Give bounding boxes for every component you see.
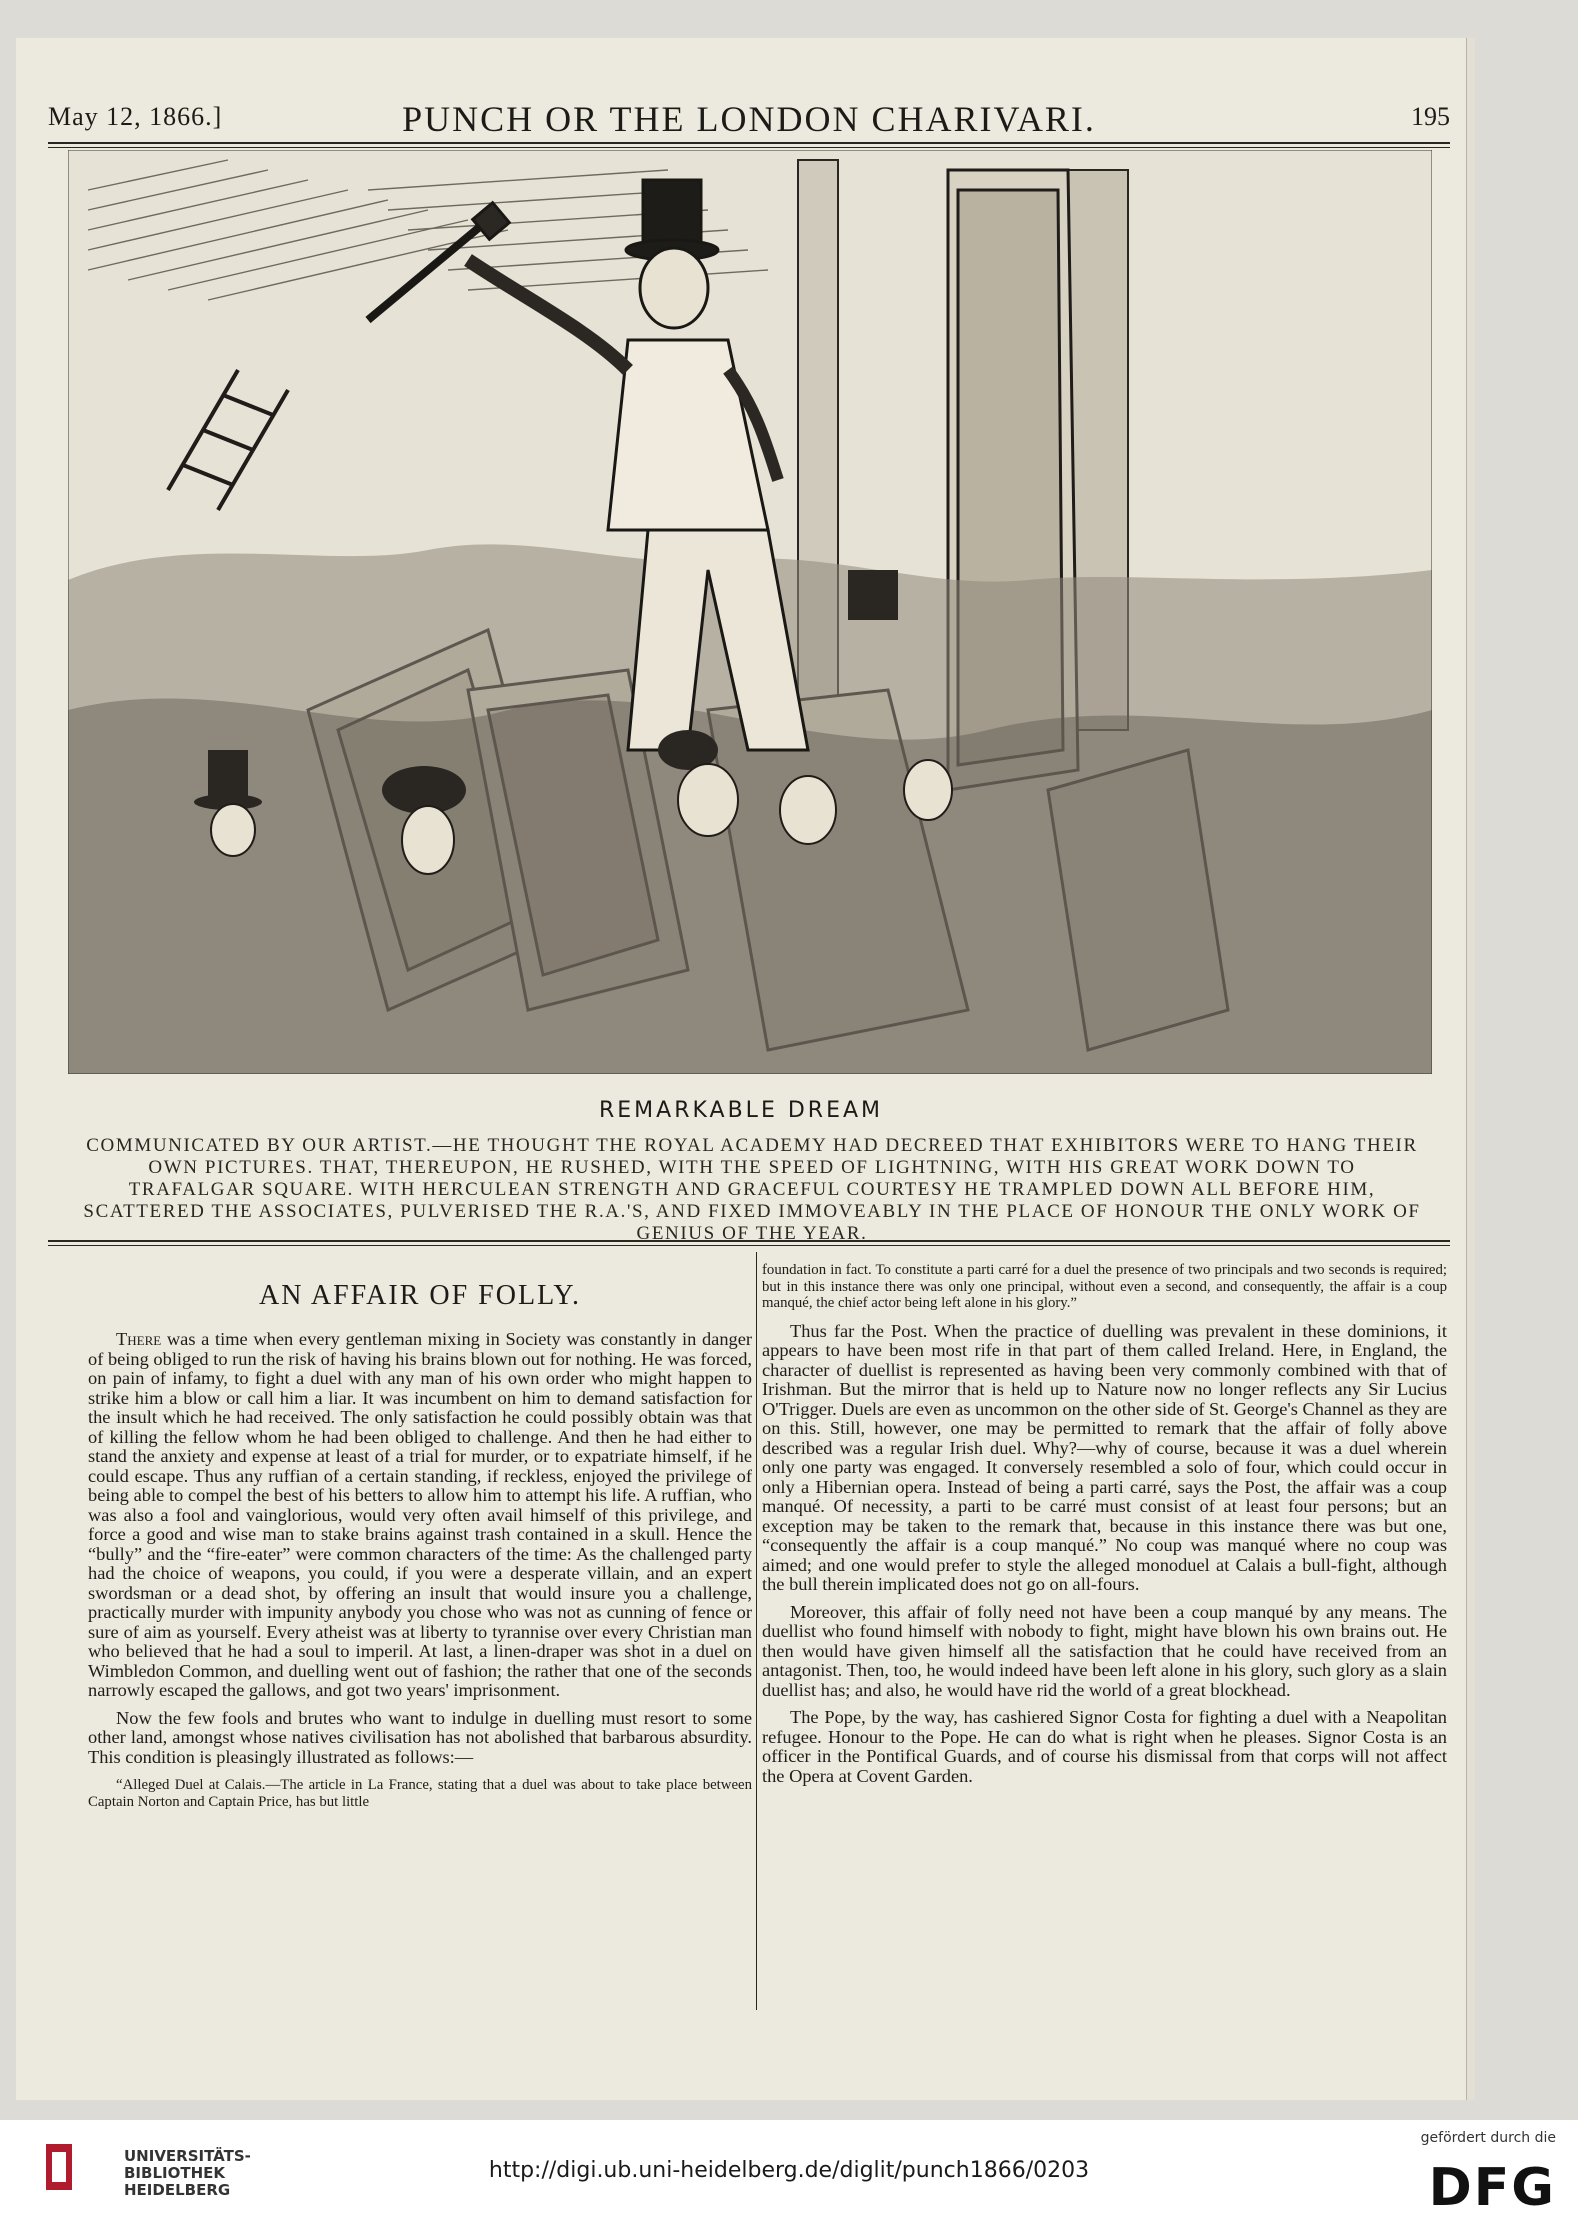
- funding-note: gefördert durch die: [1420, 2130, 1556, 2146]
- page-number: 195: [1411, 102, 1450, 131]
- issue-date: May 12, 1866.]: [48, 102, 223, 131]
- page-header: [48, 98, 1450, 138]
- header-rule: [48, 142, 1450, 144]
- quoted-notice-part1: “Alleged Duel at Calais.—The article in La France, stating that a duel was about to take place between Captain Norton and Captain Price, has but little: [88, 1777, 752, 1810]
- cartoon-title: REMARKABLE DREAM: [599, 1098, 883, 1123]
- dfg-logo: DFG: [1428, 2158, 1556, 2218]
- institution-line-2: BIBLIOTHEK: [124, 2164, 225, 2182]
- article-paragraph-4: Moreover, this affair of folly need not have been a coup manqué by any means. The duellist who found himself with nobody to fight, might have blown his own brains out. He then would have given himself all the satisfaction that he could have received from an antagonist. Then, too, he would indeed have been left alone in his glory, such glory as a slain duellist has; and also, he would have rid the world of a great blockhead.: [762, 1601, 1447, 1700]
- section-rule-thin: [48, 1245, 1450, 1246]
- drop-lead: There: [116, 1329, 162, 1349]
- article-right-column: [762, 1262, 1447, 1786]
- cartoon-illustration: [68, 150, 1432, 1074]
- paragraph-1-text: was a time when every gentleman mixing in Society was constantly in danger of being obliged to run the risk of having his brains blown out for nothing. He was forced, on pain of infamy, to fight a duel with any man of his own order who might happen to strike him a blow or call him a liar. It was incumbent on him to demand satisfaction for the insult which he had received. The only satisfaction he could possibly obtain was that of killing the fellow whom he had been obliged to challenge. And then he had either to stand the anxiety and expense at least of a trial for murder, or to expatriate himself, if he could escape. Thus any ruffian of a certain standing, if reckless, enjoyed the privilege of being able to compel the best of his betters to allow him to attempt his life. A ruffian, who was also a fool and vainglorious, would very often avail himself of this privilege, and force a good and wise man to stake brains against trash contained in a skull. Hence the “bully” and the “fire-eater” were common characters of the time: As the challenged party had the choice of weapons, you could, if you were a desperate villain, and an expert swordsman or a dead shot, by offering an insult that would insure you a challenge, practically murder with impunity anybody you chose who was not as cunning of fence or sure of aim as yourself. Every atheist was at liberty to tyrannise over every Christian man who believed that he had a soul to imperil. At last, a linen-draper was shot in a duel on Wimbledon Common, and duelling went out of fashion; the rather that one of the seconds narrowly escaped the gallows, and got two years' imprisonment.: [88, 1329, 752, 1700]
- header-rule-thin: [48, 147, 1450, 148]
- institution-line-3: HEIDELBERG: [124, 2181, 231, 2199]
- article-paragraph-2: Now the few fools and brutes who want to indulge in duelling must resort to some other land, amongst whose natives civilisation has not abolished that barbarous absurdity. This condition is pleasingly illustrated as follows:—: [88, 1707, 752, 1767]
- section-rule: [48, 1240, 1450, 1242]
- institution-line-1: UNIVERSITÄTS-: [124, 2147, 251, 2165]
- cartoon-caption: COMMUNICATED BY OUR ARTIST.—HE THOUGHT THE ROYAL ACADEMY HAD DECREED THAT EXHIBITORS WERE TO HANG THEIR OWN PICTURES. THAT, THEREUPON, HE RUSHED, WITH THE SPEED OF LIGHTNING, WITH HIS GREAT WORK DOWN TO TRAFALGAR SQUARE. WITH HERCULEAN STRENGTH AND GRACEFUL COURTESY HE TRAMPLED DOWN ALL BEFORE HIM, SCATTERED THE ASSOCIATES, PULVERISED THE R.A.'S, AND FIXED IMMOVEABLY IN THE PLACE OF HONOUR THE ONLY WORK OF GENIUS OF THE YEAR.: [83, 1135, 1421, 1244]
- article-paragraph: [88, 1330, 752, 1701]
- article-title: AN AFFAIR OF FOLLY.: [258, 1280, 581, 1311]
- article-paragraph-3: Thus far the Post. When the practice of duelling was prevalent in these dominions, it appears to have been most rife in that part of them called Ireland. Here, in England, the character of duellist is represented as having been very commonly combined with that of Irishman. But the mirror that is held up to Nature now no longer reflects any Sir Lucius O'Trigger. Duels are even as uncommon on the other side of St. George's Channel as they are on this. Still, however, one may be permitted to remark that the affair of folly above described was a regular Irish duel. Why?—why of course, because it was a duel wherein only one party was engaged. It conversely resembled a solo of four, which could occur in only a Hibernian opera. Instead of being a parti carré, says the Post, the affair was a coup manqué. Of necessity, a parti to be carré must consist of at least four persons; but an exception may be taken to the remark that, because in this instance there was but one, “consequently the affair is a coup manqué.” No coup was manqué where no coup was aimed; and one would prefer to style the alleged monoduel at Calais a bull-fight, although the bull therein implicated does not go on all-fours.: [762, 1320, 1447, 1594]
- page-edge: [1466, 38, 1475, 2100]
- column-divider: [756, 1252, 757, 2010]
- article-paragraph-5: The Pope, by the way, has cashiered Signor Costa for fighting a duel with a Neapolitan refugee. Honour to the Pope. He can do what is right when he pleases. Signor Costa is an officer in the Pontifical Guards, and of course his dismissal from that corps will not affect the Opera at Covent Garden.: [762, 1707, 1447, 1786]
- digitization-footer: [0, 2120, 1578, 2232]
- quoted-notice-part2: foundation in fact. To constitute a parti carré for a duel the presence of two principals and two seconds is required; but in this instance there was only one principal, without even a second, and consequently, the affair is a coup manqué, the chief actor being left alone in his glory.”: [762, 1262, 1447, 1311]
- permalink-url[interactable]: http://digi.ub.uni-heidelberg.de/diglit/punch1866/0203: [488, 2158, 1090, 2183]
- publication-title: PUNCH OR THE LONDON CHARIVARI.: [402, 99, 1096, 139]
- article-left-column: [88, 1330, 752, 1810]
